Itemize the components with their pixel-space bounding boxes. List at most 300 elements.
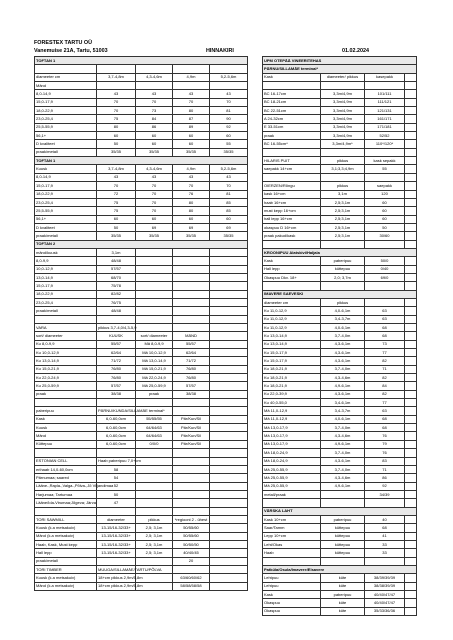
left-cell [210,390,248,398]
left-cell: 72 [97,190,136,198]
left-cell [210,457,248,465]
left-cell [210,557,248,565]
left-row [35,173,248,181]
right-cell: 161/171 [365,115,405,123]
left-row [35,132,248,140]
left-cell: 3,7-4,8m [97,73,136,81]
left-cell: D kvaliteet [35,223,97,231]
right-cell: 3,3m/4,9m* [321,140,365,148]
left-cell: 48/48 [97,307,136,315]
left-cell [136,499,173,507]
left-cell: 13-15/16-32/33+ [97,524,136,532]
left-cell [35,315,97,323]
right-row [263,240,417,248]
right-cell: Ku 11,0-12,9 [263,315,321,323]
right-cell: 3,3m/4,9m [321,98,365,106]
left-cell: 76/75 [97,298,136,306]
right-cell: 68 [365,524,405,532]
left-cell: 13-15/16-32/33+ [97,532,136,540]
right-cell: küttepuu [321,265,365,273]
right-cell: küte [321,582,365,590]
left-cell: Mänd (k.a metsakuiv) [35,532,97,540]
right-cell: 63 [365,407,405,415]
left-cell: Hall lepp [35,549,97,557]
right-row [263,248,417,256]
left-cell: Kuusk [35,424,97,432]
left-row [35,374,248,382]
left-row [35,223,248,231]
right-cell [405,298,417,306]
right-row [263,232,417,240]
left-cell: 60 [136,132,173,140]
right-cell: kask sepakk [365,157,405,165]
left-cell [136,490,173,498]
right-row [263,357,417,365]
left-cell [173,315,210,323]
left-cell [97,449,136,457]
left-cell: 43 [173,173,210,181]
right-cell: Okaspuu [263,607,321,615]
right-row [263,340,417,348]
right-cell: must kepp 16+cm [263,207,321,215]
right-cell [263,282,321,290]
right-cell: 71 [365,365,405,373]
right-row [263,132,417,140]
left-cell: 50 [97,223,136,231]
left-row [35,399,248,407]
right-row [263,182,417,190]
left-cell: Mä 8,0-9,9 [136,340,173,348]
left-cell: 69 [173,223,210,231]
left-cell: 55/55/55 [136,415,173,423]
left-cell [136,557,173,565]
left-cell: 55/57 [97,340,136,348]
right-row [263,390,417,398]
right-row [263,332,417,340]
right-cell: 3,3m/4,9m [321,123,365,131]
right-row [263,574,417,582]
left-cell: 62/64 [97,349,136,357]
right-cell: 3,4-3,7m [321,407,365,415]
left-cell: 70 [173,182,210,190]
left-row [35,215,248,223]
right-cell: 3,1m [321,190,365,198]
right-cell [365,240,405,248]
right-cell: Mä 11,0-12,9 [263,407,321,415]
right-cell: E 33-51cm [263,123,321,131]
left-row [35,157,248,165]
right-cell: 76 [365,432,405,440]
price-list-date: 01.02.2024 [342,48,369,54]
left-cell: 3,1m [97,248,136,256]
left-row [35,148,248,156]
left-row [35,107,248,115]
right-row [263,298,417,306]
left-cell [136,482,173,490]
left-cell: 13-15/16-32/33+ [97,540,136,548]
left-cell: paberipuu [35,407,97,415]
left-cell: 75 [97,198,136,206]
right-row [263,282,417,290]
left-cell [210,415,248,423]
right-row [263,432,417,440]
left-row [35,457,248,465]
left-cell [210,298,248,306]
left-section-heading: TOFTAN 1 [35,157,248,165]
right-cell: 3,1;3,3;4,9m [321,165,365,173]
left-cell [136,507,173,515]
left-cell [136,265,173,273]
right-cell: pikkus [321,157,365,165]
right-cell: 3,4-6,1m [321,399,365,407]
right-row [263,424,417,432]
left-cell [35,399,97,407]
left-row [35,540,248,548]
right-row [263,524,417,532]
right-row [263,549,417,557]
left-cell [136,315,173,323]
right-cell: 2,5;3,1m [321,232,365,240]
right-row [263,307,417,315]
left-row [35,432,248,440]
left-cell: 64/64/63 [136,432,173,440]
left-cell: Mänd (k.a metsakuiv) [35,582,97,590]
left-cell: 75 [97,207,136,215]
left-cell: VARA [35,324,97,332]
right-cell: 68 [365,424,405,432]
left-cell: TORI SAWMILL [35,515,97,523]
left-row [35,165,248,173]
left-row [35,315,248,323]
left-cell: 50 [97,490,136,498]
left-cell: 13-15/16-32/33+ [97,549,136,557]
left-cell: 23,0-25,4 [35,298,97,306]
left-cell: 81 [210,107,248,115]
right-cell: 38/38/39/39 [365,582,405,590]
right-cell [405,90,417,98]
left-cell: erihaab 14,0-60,0cm [35,465,97,473]
left-cell: 2,5; 3,1m [136,524,173,532]
right-cell [405,390,417,398]
right-row [263,315,417,323]
left-cell: 58 [97,465,136,473]
left-cell: 2,5; 3,1m [136,549,173,557]
right-row [263,257,417,265]
right-cell [365,298,405,306]
right-cell: Lehtpuu [263,582,321,590]
right-cell: 83 [365,457,405,465]
right-cell [405,123,417,131]
left-row [35,257,248,265]
right-cell: BC 16-55cm* [263,140,321,148]
left-cell: KUUSK [97,332,136,340]
left-cell: 13,0-14,9 [35,273,97,281]
left-cell: ESTONIAN CELL [35,457,97,465]
right-cell [365,148,405,156]
left-row [35,65,248,73]
left-cell: praak [136,390,173,398]
left-row [35,390,248,398]
right-cell [405,282,417,290]
right-cell: Mä 25,0-55,9 [263,465,321,473]
right-row [263,599,417,607]
right-cell: Leht/Okas [263,540,321,548]
left-cell [210,365,248,373]
right-cell: hall lepp 16+cm [263,215,321,223]
left-cell: 70 [97,98,136,106]
right-row [263,407,417,415]
left-cell: 58/58/58/58 [173,582,210,590]
right-cell: HILARIS PUIT [263,157,321,165]
right-cell: 30/60 [365,232,405,240]
left-row [35,507,248,515]
left-cell: 43 [97,90,136,98]
left-row [35,482,248,490]
left-cell: Mänd [35,82,97,90]
left-row [35,182,248,190]
left-cell: 4,3-4,6m [136,73,173,81]
left-cell: Mä 22,0-24,9 [136,374,173,382]
left-cell [173,465,210,473]
right-cell: BC 16-17cm [263,90,321,98]
left-cell: 68/70 [97,273,136,281]
right-cell: Kask [263,257,321,265]
left-cell: 57/57 [97,382,136,390]
right-row [263,115,417,123]
left-row [35,98,248,106]
left-cell [210,507,248,515]
left-cell: 80 [97,123,136,131]
left-cell: D kvaliteet [35,140,97,148]
left-cell: 35/35 [97,148,136,156]
left-cell: 38/38 [97,390,136,398]
right-cell [405,574,417,582]
right-cell: Kask [263,73,321,81]
left-cell: Pär/Kun/Sil [173,424,210,432]
right-cell: küttepuu [321,524,365,532]
left-row [35,73,248,81]
left-section-heading: TOFTAN 2 [35,240,248,248]
right-cell: Ku 18,0-21,9 [263,365,321,373]
left-cell [97,82,136,90]
left-cell: 25,5-55,9 [35,207,97,215]
left-cell [173,265,210,273]
right-cell: 40/40/47/47 [365,591,405,599]
company-name: FORESTEX TARTU OÜ [34,40,92,46]
right-cell: 3,3m/4,9m [321,115,365,123]
right-row [263,365,417,373]
right-row [263,57,417,65]
left-cell: 89 [173,123,210,131]
left-cell: 35/35 [136,232,173,240]
left-cell [136,399,173,407]
left-cell: 60 [136,140,173,148]
right-cell [405,240,417,248]
left-cell: 8,0-14,9 [35,90,97,98]
right-cell: Okaspuu [263,599,321,607]
right-cell [405,223,417,231]
right-cell [321,82,365,90]
right-row [263,123,417,131]
right-cell: 3,4-3,7m [321,315,365,323]
left-cell: 56,1+ [35,215,97,223]
left-cell [210,440,248,448]
right-cell [365,499,405,507]
left-cell [210,374,248,382]
right-cell: Ku 11,0-12,9 [263,324,321,332]
left-cell: 60 [97,132,136,140]
left-cell: 60 [97,215,136,223]
left-cell [210,482,248,490]
right-cell: Mä 18,0-24,9 [263,449,321,457]
left-cell [136,257,173,265]
left-cell [173,457,210,465]
right-cell: 41 [365,532,405,540]
right-row [263,532,417,540]
right-cell: 2,0; 3,7m [321,273,365,281]
left-cell: 4,9m [173,73,210,81]
left-cell [210,524,248,532]
company-address: Vanemuise 21A, Tartu, 51003 [34,48,108,54]
left-cell: Ku 22,0-24,9 [35,374,97,382]
left-cell [210,257,248,265]
right-cell: küte [321,574,365,582]
left-cell: 8,0-14,9 [35,173,97,181]
left-cell [210,424,248,432]
left-cell: Mä 10,0-12,9 [136,349,173,357]
left-row [35,232,248,240]
left-row [35,90,248,98]
right-cell [405,349,417,357]
right-row [263,507,417,515]
right-row [263,265,417,273]
right-cell: 79 [365,440,405,448]
right-section-heading: VÄRSKA LAHT [263,507,417,515]
right-cell: 76 [365,449,405,457]
right-row [263,90,417,98]
left-cell: 20 [173,557,210,565]
left-cell: 73 [136,107,173,115]
right-cell [405,474,417,482]
left-cell [210,515,248,523]
right-cell: kasepakk [365,73,405,81]
right-cell: metall/praak [263,490,321,498]
right-cell [405,82,417,90]
right-cell: Mä 18,0-24,9 [263,457,321,465]
right-cell: 71 [365,465,405,473]
left-row [35,365,248,373]
left-cell [173,507,210,515]
left-cell: 70 [136,207,173,215]
right-cell [263,499,321,507]
left-cell: 76/80 [97,365,136,373]
right-cell: saepakk [365,182,405,190]
right-cell [365,173,405,181]
left-cell: 85 [210,198,248,206]
left-cell: PÄRNU/KUNDA/SILLAMÄE terminal* [97,407,136,415]
right-cell: 3,3m/4,9m [321,107,365,115]
right-cell [405,432,417,440]
left-cell: 47 [97,499,136,507]
right-cell: 82 [365,390,405,398]
right-cell [405,232,417,240]
left-cell: 55 [210,140,248,148]
left-cell: 75/78 [97,282,136,290]
right-cell: Kask [263,591,321,599]
left-price-table [34,56,248,591]
right-cell [405,315,417,323]
right-cell [405,182,417,190]
right-cell: 35/33/36/36 [365,607,405,615]
right-cell: praak pakud/kask [263,232,321,240]
right-cell [405,198,417,206]
left-cell: 75 [97,115,136,123]
left-cell [173,565,210,573]
left-cell [210,449,248,457]
left-cell [173,65,210,73]
right-cell: 68 [365,324,405,332]
left-cell: 70 [97,182,136,190]
right-section-heading: Patküla/Osula/Imavere/Elsavere [263,565,417,573]
left-row [35,357,248,365]
left-cell [136,465,173,473]
left-cell [173,449,210,457]
left-cell: 80 [173,198,210,206]
left-cell: mänd/kuusk [35,248,97,256]
right-cell [405,599,417,607]
left-cell: Pärnumaa; saared [35,474,97,482]
left-cell [173,298,210,306]
left-cell: Kask [35,415,97,423]
left-cell: 70 [210,98,248,106]
left-cell: Ku 15,0-21,9 [35,365,97,373]
right-row [263,482,417,490]
right-row [263,499,417,507]
right-cell [405,324,417,332]
right-cell: Ku 11,0-12,9 [263,307,321,315]
right-cell: okaspuu D 16+cm [263,223,321,231]
left-cell [210,265,248,273]
right-cell [405,73,417,81]
left-cell [173,482,210,490]
right-cell: 50 [365,223,405,231]
left-cell [173,290,210,298]
right-cell [405,173,417,181]
left-cell [210,290,248,298]
right-cell [405,582,417,590]
right-cell: 68 [365,332,405,340]
left-row [35,324,248,332]
right-cell [365,282,405,290]
right-cell [405,207,417,215]
left-cell [210,349,248,357]
right-row [263,273,417,281]
left-cell [210,65,248,73]
left-cell [35,507,97,515]
left-cell: 54 [97,474,136,482]
left-row [35,524,248,532]
right-cell: 3,7-4,0m [321,424,365,432]
right-row [263,140,417,148]
left-cell [173,474,210,482]
right-row [263,207,417,215]
right-cell [405,607,417,615]
left-cell [35,65,97,73]
right-cell: Ku 15,0-17,9 [263,357,321,365]
left-row [35,307,248,315]
left-cell: 2,5; 3,1m [136,540,173,548]
left-cell: praak/metall [35,307,97,315]
